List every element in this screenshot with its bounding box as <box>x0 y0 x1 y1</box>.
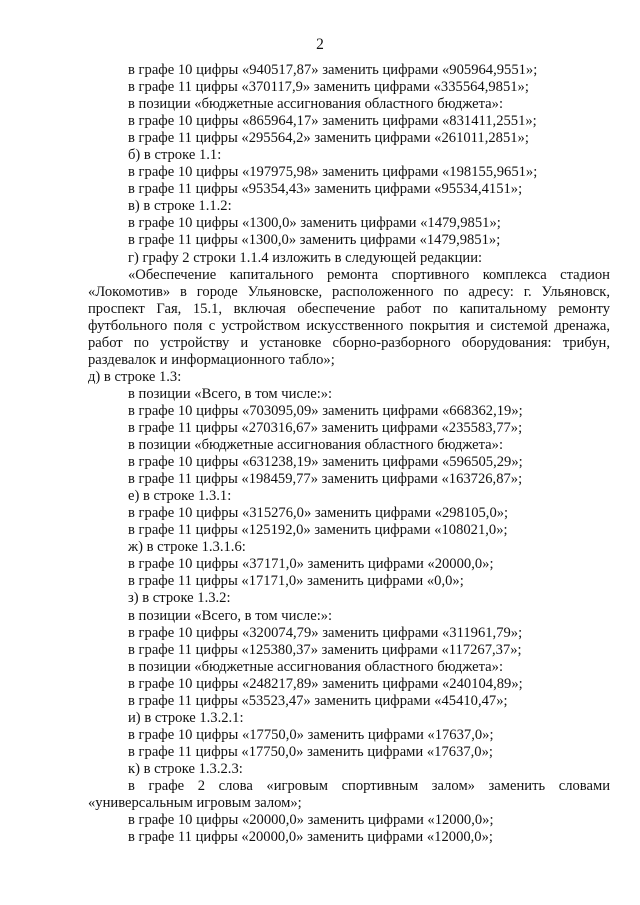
text-line: в графе 10 цифры «20000,0» заменить цифрами «12000,0»; <box>128 812 494 829</box>
text-line: в графе 10 цифры «248217,89» заменить цифрами «240104,89»; <box>128 675 523 692</box>
text-line: в позиции «бюджетные ассигнования областного бюджета»: <box>128 437 503 454</box>
text-line: и) в строке 1.3.2.1: <box>128 709 244 726</box>
text-line: в графе 11 цифры «198459,77» заменить цифрами «163726,87»; <box>128 471 523 488</box>
text-line: в графе 10 цифры «37171,0» заменить цифрами «20000,0»; <box>128 556 494 573</box>
text-line: ж) в строке 1.3.1.6: <box>128 539 246 556</box>
text-line: з) в строке 1.3.2: <box>128 590 231 607</box>
text-line: в позиции «бюджетные ассигнования областного бюджета»: <box>128 658 503 675</box>
text-line: в графе 11 цифры «125380,37» заменить цифрами «117267,37»; <box>128 641 522 658</box>
text-line: к) в строке 1.3.2.3: <box>128 760 243 777</box>
text-line: в графе 10 цифры «865964,17» заменить цифрами «831411,2551»; <box>128 113 537 130</box>
text-line: в графе 11 цифры «20000,0» заменить цифрами «12000,0»; <box>128 829 493 846</box>
text-line: в) в строке 1.1.2: <box>128 198 232 215</box>
text-line: в графе 10 цифры «703095,09» заменить цифрами «668362,19»; <box>128 402 523 419</box>
text-line: в графе 10 цифры «197975,98» заменить цифрами «198155,9651»; <box>128 164 538 181</box>
text-line: в графе 10 цифры «1300,0» заменить цифрами «1479,9851»; <box>128 215 501 232</box>
text-line: д) в строке 1.3: <box>88 368 182 385</box>
text-line: в графе 11 цифры «17171,0» заменить цифрами «0,0»; <box>128 573 464 590</box>
text-line: в графе 11 цифры «1300,0» заменить цифрами «1479,9851»; <box>128 232 501 249</box>
text-line: в графе 11 цифры «53523,47» заменить цифрами «45410,47»; <box>128 692 508 709</box>
text-line: в позиции «Всего, в том числе:»: <box>128 385 333 402</box>
document-body <box>88 62 610 846</box>
replace-paragraph: в графе 2 слова «игровым спортивным залом» заменить словами «универсальным игровым залом»; <box>88 777 610 812</box>
text-line: в графе 10 цифры «320074,79» заменить цифрами «311961,79»; <box>128 624 523 641</box>
page-number: 2 <box>316 36 324 53</box>
text-line: в графе 11 цифры «270316,67» заменить цифрами «235583,77»; <box>128 419 523 436</box>
text-line: в графе 10 цифры «17750,0» заменить цифрами «17637,0»; <box>128 726 494 743</box>
text-line: в графе 11 цифры «95354,43» заменить цифрами «95534,4151»; <box>128 181 523 198</box>
text-line: в графе 10 цифры «631238,19» заменить цифрами «596505,29»; <box>128 454 523 471</box>
text-line: б) в строке 1.1: <box>128 147 222 164</box>
text-line: е) в строке 1.3.1: <box>128 488 232 505</box>
text-line: в графе 10 цифры «315276,0» заменить цифрами «298105,0»; <box>128 505 509 522</box>
text-line: в графе 11 цифры «17750,0» заменить цифрами «17637,0»; <box>128 743 493 760</box>
text-line: в графе 11 цифры «370117,9» заменить цифрами «335564,9851»; <box>128 79 529 96</box>
quote-paragraph: «Обеспечение капитального ремонта спортивного комплекса стадион «Локомотив» в городе Ульяновске, расположенного по адресу: г. Ульяновск, проспект Гая, 15.1, включая обеспечение работ по капитальному ремонту футбольного поля с устройством искусственного покрытия и системой дренажа, работ по устройству и установке сборно-разборного оборудования: трибун, раздевалок и информационного табло»; <box>88 266 610 368</box>
text-line: г) графу 2 строки 1.1.4 изложить в следующей редакции: <box>128 249 483 266</box>
text-line: в графе 10 цифры «940517,87» заменить цифрами «905964,9551»; <box>128 62 538 78</box>
text-line: в позиции «Всего, в том числе:»: <box>128 607 333 624</box>
text-line: в позиции «бюджетные ассигнования областного бюджета»: <box>128 96 503 113</box>
text-line: в графе 11 цифры «125192,0» заменить цифрами «108021,0»; <box>128 522 508 539</box>
text-line: в графе 11 цифры «295564,2» заменить цифрами «261011,2851»; <box>128 130 529 147</box>
